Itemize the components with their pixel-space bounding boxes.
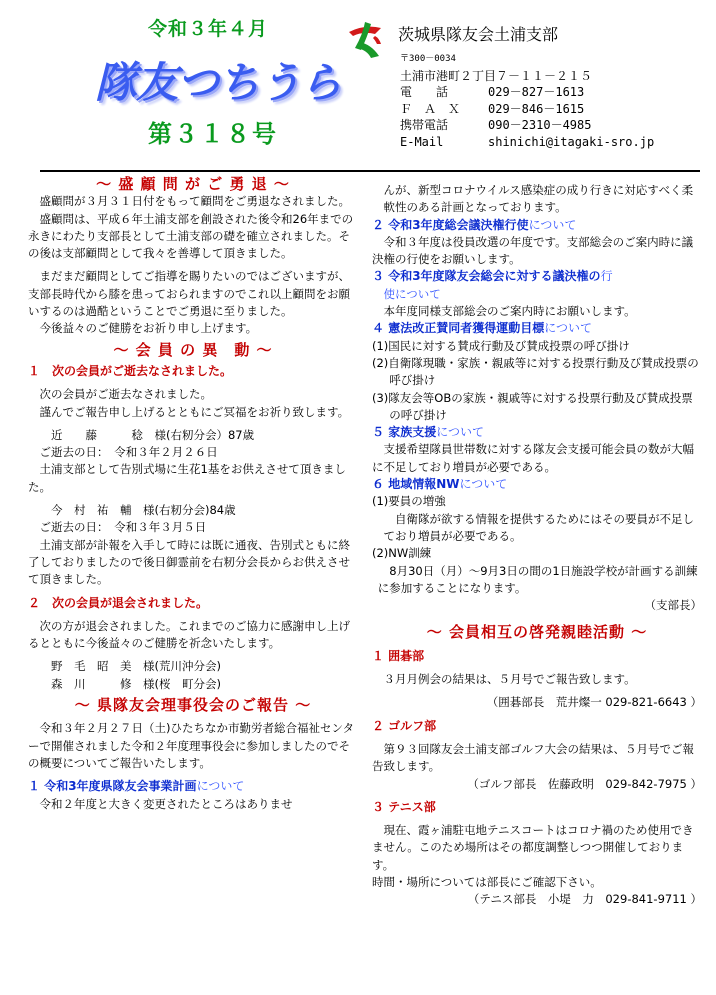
paragraph: 時間・場所については部長にご確認下さい。: [372, 874, 602, 889]
section-title-report: ～ 県隊友会理事役会のご報告 ～: [74, 696, 312, 715]
member-name: 野 毛 昭 美 様(荒川沖分会): [51, 659, 221, 674]
left-column: [28, 176, 358, 813]
member-name: 森 川 修 様(桜 町分会): [51, 676, 221, 691]
club-heading-tennis: ３ テニス部: [372, 799, 436, 814]
newsletter-title: 隊友つちうら: [95, 58, 342, 107]
list-item: (1)要員の増強: [372, 494, 446, 509]
paragraph: 第９３回隊友会土浦支部ゴルフ大会の結果は、５月号でご報告致します。: [372, 741, 694, 774]
list-item: (2)自衛隊現職・家族・親戚等に対する投票行動及び賛成投票の呼び掛け: [372, 355, 699, 388]
paragraph: まだまだ顧問としてご指導を賜りたいのではございますが、支部長時代から膝を患っておられますのでこれ以上顧問をお願いするのは過酷ということでご勇退に至りました。: [28, 269, 350, 319]
signature: （ゴルフ部長 佐藤政明 029-842-7975 ）: [467, 776, 702, 791]
list-item: (2)NW訓練: [372, 546, 432, 561]
subheading-vote: ２ 令和3年度総会議決権行使について: [372, 217, 577, 232]
subheading-withdrawn: ２ 次の会員が退会されました。: [28, 595, 209, 610]
section-title-activities: ～ 会員相互の啓発親睦活動 ～: [426, 623, 648, 642]
member-date: ご逝去の日： 令和３年２月２６日: [39, 445, 218, 460]
contact-email: E-Mail shinichi@itagaki-sro.jp: [400, 134, 655, 149]
paragraph: 8月30日（月）～9月3日の間の1日施設学校が計画する訓練に参加することになります。: [377, 563, 698, 595]
paragraph: 令和３年２月２７日（土)ひたちなか市勤労者総合福祉センターで開催されました令和２年度理事役会に参加しましたのでその概要についてご報告いたします。: [28, 721, 355, 770]
logo-icon: [345, 18, 387, 60]
paragraph: 盛顧問は、平成６年土浦支部を創設された後令和26年までの永きにわたり支部長として土浦支部の礎を確立されました。その後は支部顧問として我々を善導して頂きました。: [28, 211, 354, 261]
paragraph: 令和３年度は役員改選の年度です。支部総会のご案内時に議決権の行使をお願いします。: [372, 234, 694, 267]
subheading-network: ６ 地域情報NWについて: [372, 477, 508, 492]
section-title-members: ～ 会 員 の 異 動 ～: [113, 340, 273, 359]
list-item: (3)隊友会等OBの家族・親戚等に対する投票行動及び賛成投票の呼び掛け: [372, 390, 693, 422]
member-note: 土浦支部として告別式場に生花1基をお供えさせて頂きました。: [28, 462, 346, 494]
list-item: (1)国民に対する賛成行動及び賛成投票の呼び掛け: [372, 338, 630, 353]
contact-block: [400, 51, 654, 150]
paragraph: んが、新型コロナウイルス感染症の成り行きに対応すべく柔軟性のある計画となっております。: [383, 183, 694, 215]
subheading-family: ５ 家族支援について: [372, 425, 484, 440]
contact-phone: 電 話 029－827－1613: [400, 85, 585, 99]
right-column: [372, 182, 702, 909]
signature: （支部長）: [644, 598, 702, 613]
section-title-retirement: ～ 盛 顧 問 が ご 勇 退 ～: [96, 175, 290, 193]
paragraph: 次の方が退会されました。これまでのご協力に感謝申し上げるとともに今後益々のご健勝を祈念いたします。: [28, 618, 350, 651]
member-name: 近 藤 稔 様(右籾分会）87歳: [51, 427, 255, 442]
org-name: 茨城県隊友会土浦支部: [398, 25, 559, 44]
signature: （囲碁部長 荒井燦一 029-821-6643 ）: [486, 695, 702, 710]
issue-number: 第３１８号: [148, 120, 278, 148]
address: 土浦市港町２丁目７－１１－２１５: [400, 68, 593, 83]
paragraph: 次の会員がご逝去なされました。: [39, 387, 212, 402]
postal-code: 〒300－0034: [400, 54, 456, 64]
signature: （テニス部長 小堤 力 029-841-9711 ）: [467, 892, 702, 907]
subheading-general-vote: ３ 令和3年度隊友会総会に対する議決権の行: [372, 269, 613, 284]
paragraph: 本年度同様支部総会のご案内時にお願いします。: [383, 304, 636, 319]
subheading-constitution: ４ 憲法改正賛同者獲得運動目標について: [372, 321, 592, 336]
member-note: 土浦支部が訃報を入手して時には既に通夜、告別式ともに終了しておりましたので後日御霊前を右籾分会長からお供えさせて頂きました。: [28, 537, 350, 587]
paragraph: 令和２年度と大きく変更されたところはありませ: [39, 796, 293, 811]
paragraph: 現在、霞ヶ浦駐屯地テニスコートはコロナ禍のため使用できません。このため場所はその都度調整しつつ開催しております。: [372, 823, 694, 872]
paragraph: 支援希望隊員世帯数に対する隊友会支援可能会員の数が大幅に不足しており増員が必要である。: [372, 442, 694, 474]
paragraph: 謹んでご報告申し上げるとともにご冥福をお祈り致します。: [39, 404, 350, 419]
paragraph: ３月月例会の結果は、５月号でご報告致します。: [383, 672, 636, 687]
issue-date: 令和３年４月: [148, 18, 269, 40]
club-heading-golf: ２ ゴルフ部: [372, 718, 437, 733]
paragraph: 今後益々のご健勝をお祈り申し上げます。: [39, 321, 258, 336]
member-name: 今 村 祐 輔 様(右籾分会)84歳: [51, 503, 236, 518]
subheading-tail: 使について: [383, 286, 441, 301]
header-divider: [40, 170, 700, 172]
subheading-deceased: １ 次の会員がご逝去なされました。: [28, 363, 233, 378]
subheading-plan: １ 令和3年度県隊友会事業計画について: [28, 779, 245, 794]
contact-fax: Ｆ Ａ Ｘ 029－846－1615: [400, 101, 585, 116]
paragraph: 盛顧問が３月３１日付をもって顧問をご勇退なされました。: [39, 194, 350, 209]
member-date: ご逝去の日： 令和３年３月５日: [39, 520, 207, 535]
club-heading-go: １ 囲碁部: [372, 648, 425, 663]
paragraph: 自衛隊が欲する情報を提供するためにはその要員が不足しており増員が必要である。: [383, 511, 694, 543]
contact-mobile: 携帯電話 090－2310－4985: [400, 118, 592, 132]
